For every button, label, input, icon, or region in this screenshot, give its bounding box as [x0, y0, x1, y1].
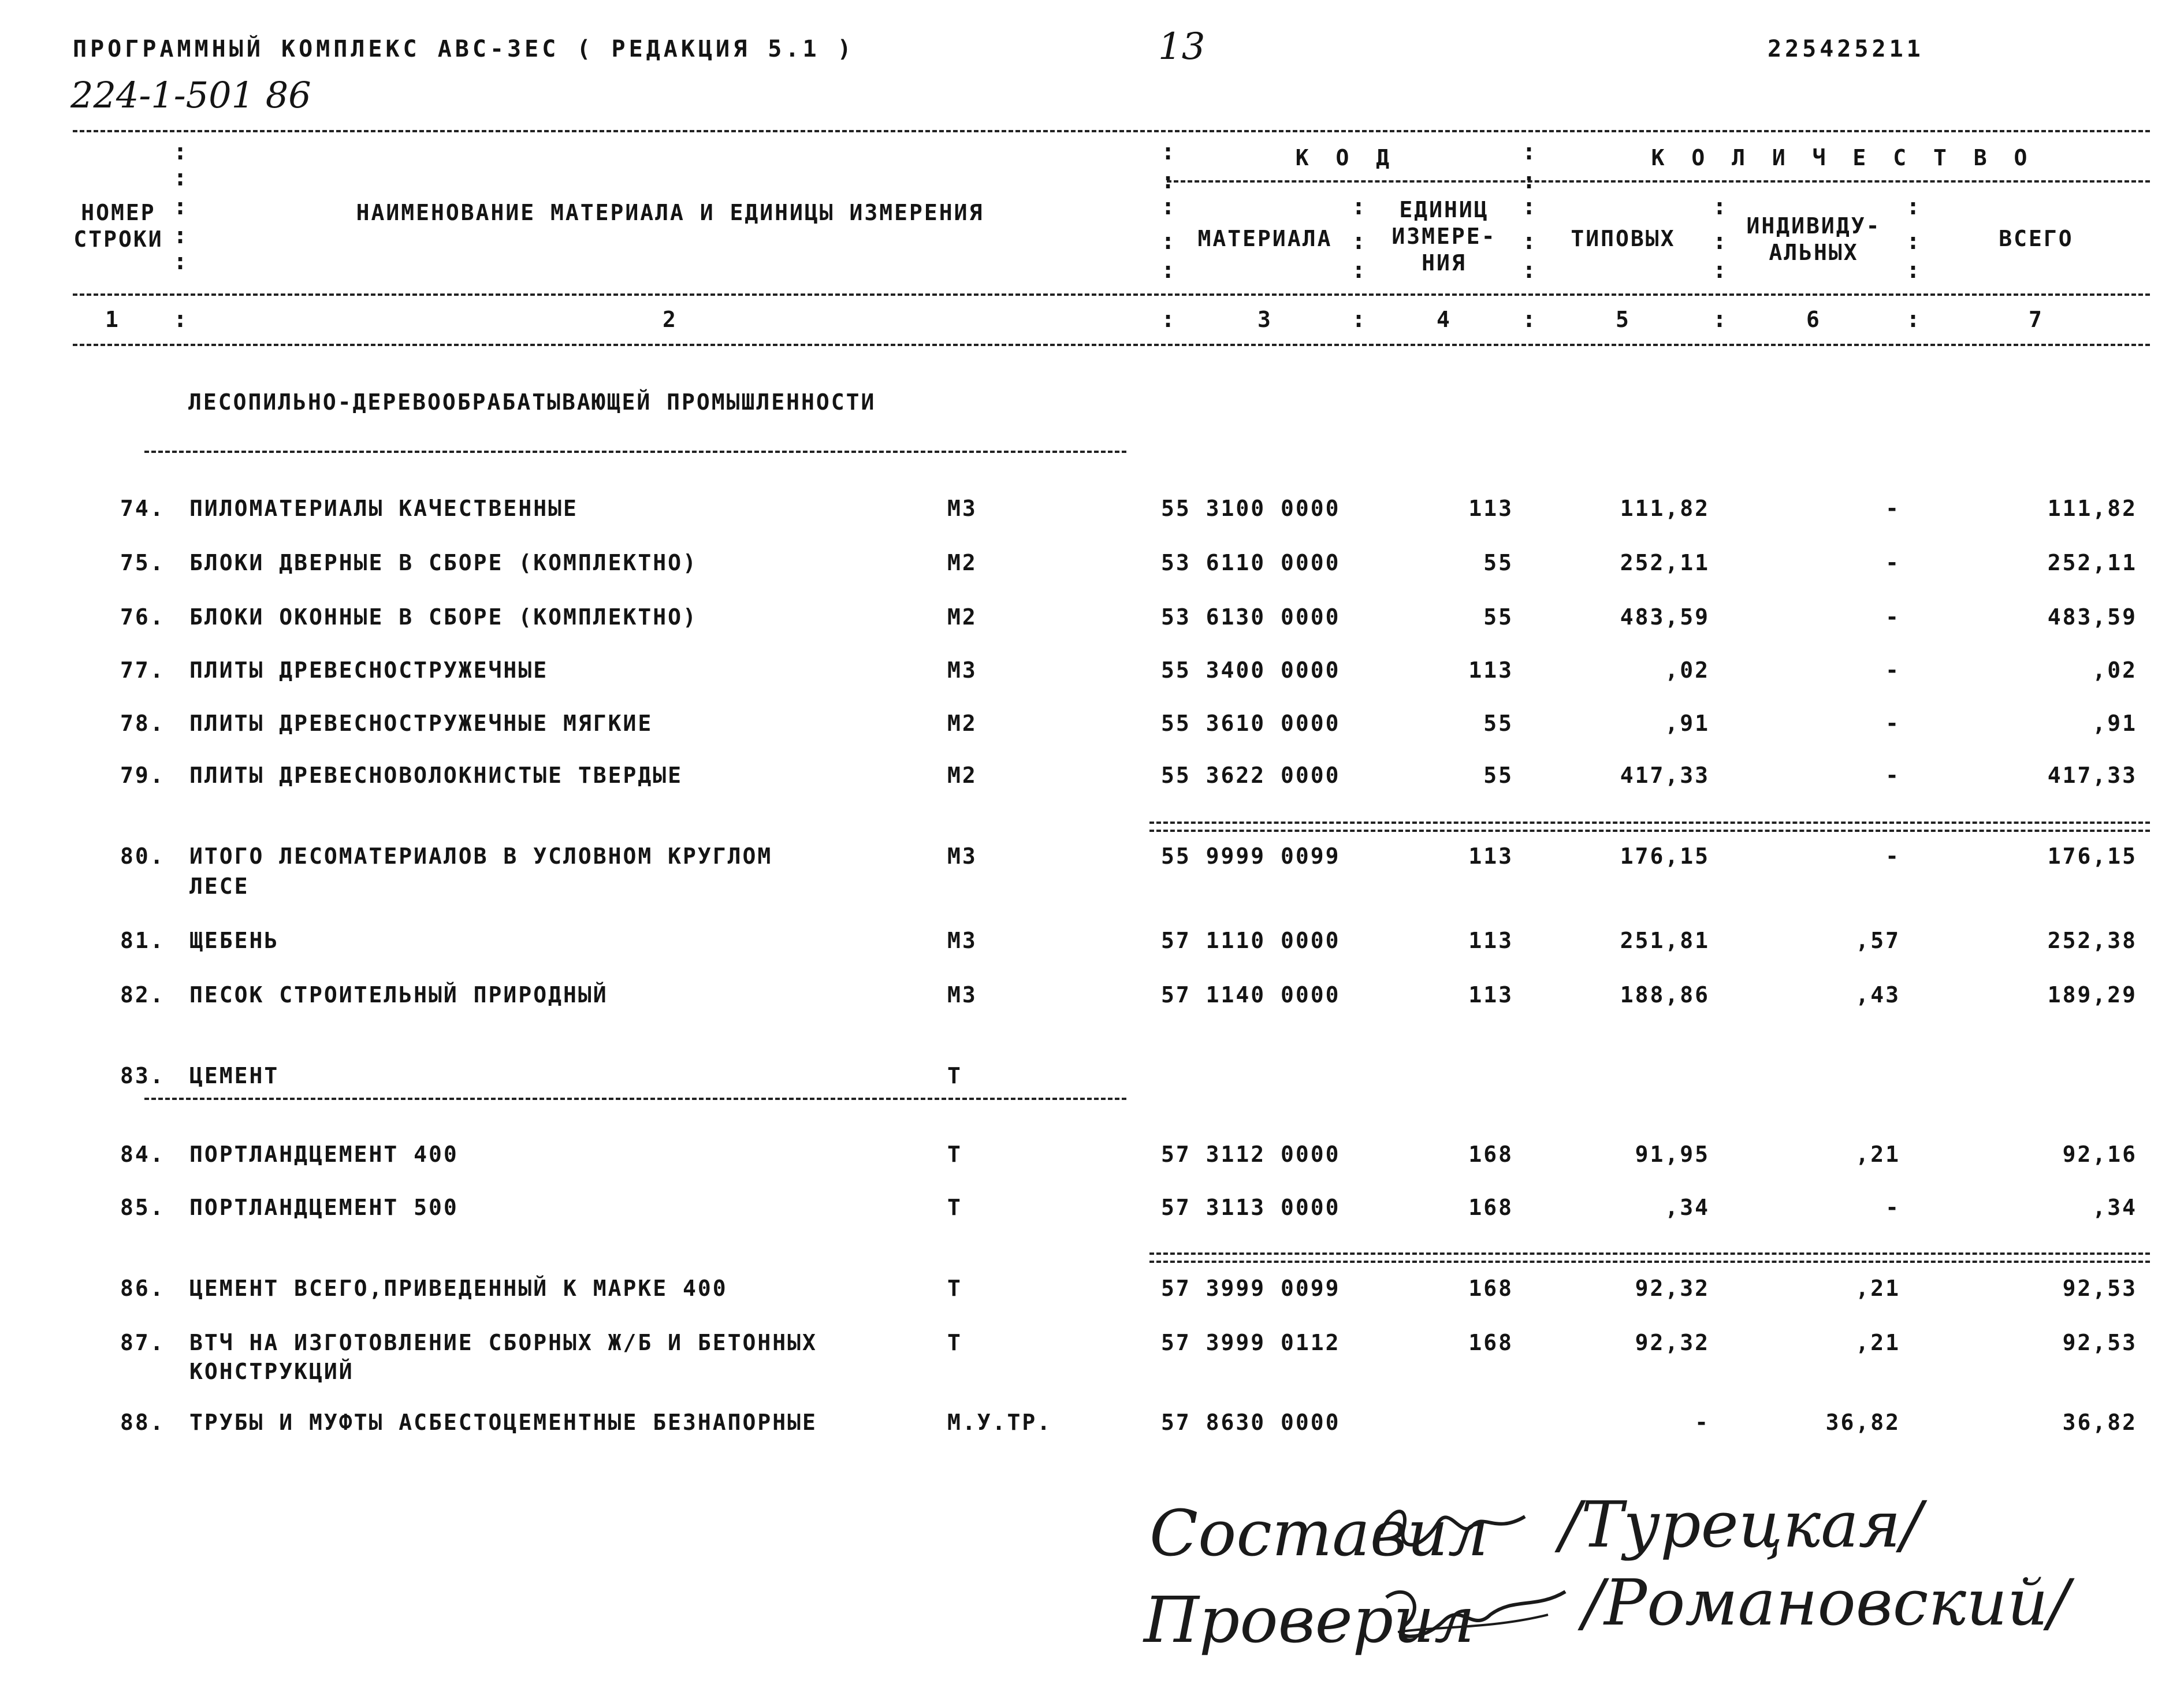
row-name: ЩЕБЕНЬ	[189, 928, 280, 953]
row-typical: 176,15	[1620, 843, 1710, 869]
row-number: 79.	[120, 763, 165, 788]
row-total: 417,33	[2047, 763, 2137, 788]
row-individual: ,21	[1855, 1276, 1900, 1301]
row-total: ,02	[2092, 657, 2137, 683]
column-number-7: 7	[2029, 307, 2044, 332]
composed-signature-icon	[1375, 1493, 1536, 1563]
row-unit-code: 168	[1468, 1330, 1513, 1355]
column-number-1: 1	[105, 307, 120, 332]
table-row	[0, 1195, 2184, 1229]
row-name: ПОРТЛАНДЦЕМЕНТ 400	[189, 1142, 459, 1167]
table-row	[0, 1330, 2184, 1393]
row-number: 86.	[120, 1276, 165, 1301]
row-typical: -	[1695, 1410, 1710, 1435]
row-number: 80.	[120, 843, 165, 869]
row-material-code: 53 6110 0000	[1161, 550, 1341, 575]
row-material-code: 57 1140 0000	[1161, 982, 1341, 1008]
table-row	[0, 1410, 2184, 1444]
column-number-5: 5	[1616, 307, 1631, 332]
row-individual: -	[1885, 496, 1900, 521]
row-number: 85.	[120, 1195, 165, 1220]
header-bottom-rule	[73, 344, 2150, 346]
row-material-code: 55 3100 0000	[1161, 496, 1341, 521]
row-total: 92,53	[2062, 1330, 2137, 1355]
row-individual: -	[1885, 763, 1900, 788]
column-number-2: 2	[663, 307, 678, 332]
row-total: 111,82	[2047, 496, 2137, 521]
row-unit: М3	[947, 928, 977, 953]
row-individual: -	[1885, 843, 1900, 869]
row-material-code: 57 1110 0000	[1161, 928, 1341, 953]
row-material-code: 57 3999 0099	[1161, 1276, 1341, 1301]
row-unit-code: 55	[1483, 763, 1513, 788]
handwritten-reference: 224-1-501 86	[70, 74, 311, 116]
row-number: 82.	[120, 982, 165, 1008]
row-typical: ,34	[1665, 1195, 1710, 1220]
row-individual: -	[1885, 604, 1900, 630]
row-number: 84.	[120, 1142, 165, 1167]
document-code: 225425211	[1768, 36, 1924, 62]
row-total: 92,16	[2062, 1142, 2137, 1167]
checked-signature-icon	[1375, 1574, 1571, 1655]
row-unit: Т	[947, 1276, 962, 1301]
row-material-code: 55 3400 0000	[1161, 657, 1341, 683]
row-individual: ,21	[1855, 1330, 1900, 1355]
row-material-code: 57 3112 0000	[1161, 1142, 1341, 1167]
row-number: 75.	[120, 550, 165, 575]
table-row	[0, 604, 2184, 639]
row-unit: М3	[947, 843, 977, 869]
row-name: ЦЕМЕНТ	[189, 1063, 280, 1088]
row-total: 92,53	[2062, 1276, 2137, 1301]
row-typical: ,91	[1665, 711, 1710, 736]
row-unit-code: 113	[1468, 657, 1513, 683]
column-header-name: НАИМЕНОВАНИЕ МАТЕРИАЛА И ЕДИНИЦЫ ИЗМЕРЕНИЯ	[356, 200, 984, 225]
row-name-continued: ЛЕСЕ	[189, 874, 250, 899]
row-name: БЛОКИ ОКОННЫЕ В СБОРЕ (КОМПЛЕКТНО)	[189, 604, 698, 630]
column-number-3: 3	[1257, 307, 1273, 332]
row-unit: М.У.ТР.	[947, 1410, 1052, 1435]
row-number: 87.	[120, 1330, 165, 1355]
row-number: 74.	[120, 496, 165, 521]
row-individual: -	[1885, 550, 1900, 575]
column-header-total: ВСЕГО	[1999, 226, 2074, 251]
header-mid-rule	[1167, 180, 2150, 183]
row-total: ,91	[2092, 711, 2137, 736]
row-total: ,34	[2092, 1195, 2137, 1220]
row-unit: М3	[947, 657, 977, 683]
row-material-code: 53 6130 0000	[1161, 604, 1341, 630]
row-unit-code: 113	[1468, 496, 1513, 521]
composed-name: /Турецкая/	[1560, 1488, 1922, 1562]
column-header-individual: ИНДИВИДУ- АЛЬНЫХ	[1746, 213, 1881, 265]
row-typical: 483,59	[1620, 604, 1710, 630]
row-number: 88.	[120, 1410, 165, 1435]
row-name: БЛОКИ ДВЕРНЫЕ В СБОРЕ (КОМПЛЕКТНО)	[189, 550, 698, 575]
row-unit-code: 55	[1483, 604, 1513, 630]
row-name: ПЕСОК СТРОИТЕЛЬНЫЙ ПРИРОДНЫЙ	[189, 982, 608, 1008]
row-name: ЦЕМЕНТ ВСЕГО,ПРИВЕДЕННЫЙ К МАРКЕ 400	[189, 1276, 728, 1301]
program-title: ПРОГРАММНЫЙ КОМПЛЕКС АВС-3ЕС ( РЕДАКЦИЯ 5.1 )	[73, 36, 855, 62]
row-number: 77.	[120, 657, 165, 683]
row-material-code: 55 9999 0099	[1161, 843, 1341, 869]
row-typical: 92,32	[1635, 1276, 1710, 1301]
row-unit-code: 113	[1468, 843, 1513, 869]
row-total: 483,59	[2047, 604, 2137, 630]
column-group-quantity: К О Л И Ч Е С Т В О	[1651, 145, 2034, 170]
row-number: 81.	[120, 928, 165, 953]
table-row	[0, 550, 2184, 585]
row-number: 76.	[120, 604, 165, 630]
column-header-row-number: НОМЕР СТРОКИ	[73, 200, 163, 252]
row-typical: 91,95	[1635, 1142, 1710, 1167]
row-individual: ,43	[1855, 982, 1900, 1008]
row-typical: 417,33	[1620, 763, 1710, 788]
row-unit-code: 168	[1468, 1276, 1513, 1301]
row-individual: -	[1885, 1195, 1900, 1220]
column-header-typical: ТИПОВЫХ	[1571, 226, 1676, 251]
section-cement-underline	[144, 1098, 1126, 1100]
row-total: 176,15	[2047, 843, 2137, 869]
row-material-code: 57 3999 0112	[1161, 1330, 1341, 1355]
row-material-code: 55 3622 0000	[1161, 763, 1341, 788]
row-number: 78.	[120, 711, 165, 736]
row-unit-code: 168	[1468, 1195, 1513, 1220]
row-material-code: 57 3113 0000	[1161, 1195, 1341, 1220]
column-header-material-code: МАТЕРИАЛА	[1197, 226, 1333, 251]
subtotal-rule	[1149, 822, 2150, 832]
row-individual: 36,82	[1825, 1410, 1900, 1435]
row-typical: 252,11	[1620, 550, 1710, 575]
row-name: ИТОГО ЛЕСОМАТЕРИАЛОВ В УСЛОВНОМ КРУГЛОМ	[189, 843, 773, 869]
header-rule-2	[73, 293, 2150, 296]
row-typical: ,02	[1665, 657, 1710, 683]
row-material-code: 55 3610 0000	[1161, 711, 1341, 736]
section-title: ЛЕСОПИЛЬНО-ДЕРЕВООБРАБАТЫВАЮЩЕЙ ПРОМЫШЛЕННОСТИ	[188, 389, 876, 415]
column-number-6: 6	[1806, 307, 1821, 332]
column-header-unit-code: ЕДИНИЦ ИЗМЕРЕ- НИЯ	[1391, 197, 1497, 276]
row-individual: -	[1885, 711, 1900, 736]
row-name: ПЛИТЫ ДРЕВЕСНОСТРУЖЕЧНЫЕ	[189, 657, 549, 683]
row-unit: Т	[947, 1195, 962, 1220]
checked-label: Проверил	[1144, 1583, 1475, 1657]
composed-label: Составил	[1149, 1496, 1489, 1570]
table-row	[0, 496, 2184, 530]
row-unit-code: 113	[1468, 982, 1513, 1008]
row-typical: 92,32	[1635, 1330, 1710, 1355]
row-name: ВТЧ НА ИЗГОТОВЛЕНИЕ СБОРНЫХ Ж/Б И БЕТОННЫХ	[189, 1330, 817, 1355]
row-unit: М3	[947, 496, 977, 521]
row-unit-code: 55	[1483, 550, 1513, 575]
column-group-code: К О Д	[1295, 145, 1397, 170]
row-unit: М2	[947, 604, 977, 630]
row-unit: Т	[947, 1330, 962, 1355]
row-individual: ,21	[1855, 1142, 1900, 1167]
row-unit: Т	[947, 1063, 962, 1088]
table-row	[0, 1276, 2184, 1310]
header-top-rule	[73, 130, 2150, 132]
row-unit: М3	[947, 982, 977, 1008]
row-unit-code: 55	[1483, 711, 1513, 736]
column-number-4: 4	[1437, 307, 1452, 332]
row-total: 252,11	[2047, 550, 2137, 575]
row-number: 83.	[120, 1063, 165, 1088]
row-name: ПИЛОМАТЕРИАЛЫ КАЧЕСТВЕННЫЕ	[189, 496, 578, 521]
row-unit-code: 168	[1468, 1142, 1513, 1167]
row-unit: Т	[947, 1142, 962, 1167]
checked-name: /Романовский/	[1583, 1566, 2070, 1640]
page-number: 13	[1158, 25, 1206, 68]
row-name: ТРУБЫ И МУФТЫ АСБЕСТОЦЕМЕНТНЫЕ БЕЗНАПОРНЫЕ	[189, 1410, 817, 1435]
row-unit: М2	[947, 763, 977, 788]
subtotal-rule	[1149, 1252, 2150, 1263]
table-row	[0, 1063, 2184, 1098]
table-row	[0, 982, 2184, 1017]
row-name: ПЛИТЫ ДРЕВЕСНОВОЛОКНИСТЫЕ ТВЕРДЫЕ	[189, 763, 683, 788]
row-individual: -	[1885, 657, 1900, 683]
row-individual: ,57	[1855, 928, 1900, 953]
row-total: 189,29	[2047, 982, 2137, 1008]
table-row	[0, 1142, 2184, 1176]
table-row	[0, 657, 2184, 692]
row-name: ПЛИТЫ ДРЕВЕСНОСТРУЖЕЧНЫЕ МЯГКИЕ	[189, 711, 653, 736]
table-row	[0, 843, 2184, 907]
section-title-underline	[144, 451, 1126, 453]
row-typical: 111,82	[1620, 496, 1710, 521]
table-row	[0, 711, 2184, 745]
row-unit: М2	[947, 711, 977, 736]
table-row	[0, 928, 2184, 962]
row-unit: М2	[947, 550, 977, 575]
row-typical: 188,86	[1620, 982, 1710, 1008]
row-unit-code: 113	[1468, 928, 1513, 953]
row-material-code: 57 8630 0000	[1161, 1410, 1341, 1435]
row-total: 252,38	[2047, 928, 2137, 953]
row-name-continued: КОНСТРУКЦИЙ	[189, 1359, 354, 1384]
row-total: 36,82	[2062, 1410, 2137, 1435]
row-name: ПОРТЛАНДЦЕМЕНТ 500	[189, 1195, 459, 1220]
table-row	[0, 763, 2184, 797]
row-typical: 251,81	[1620, 928, 1710, 953]
